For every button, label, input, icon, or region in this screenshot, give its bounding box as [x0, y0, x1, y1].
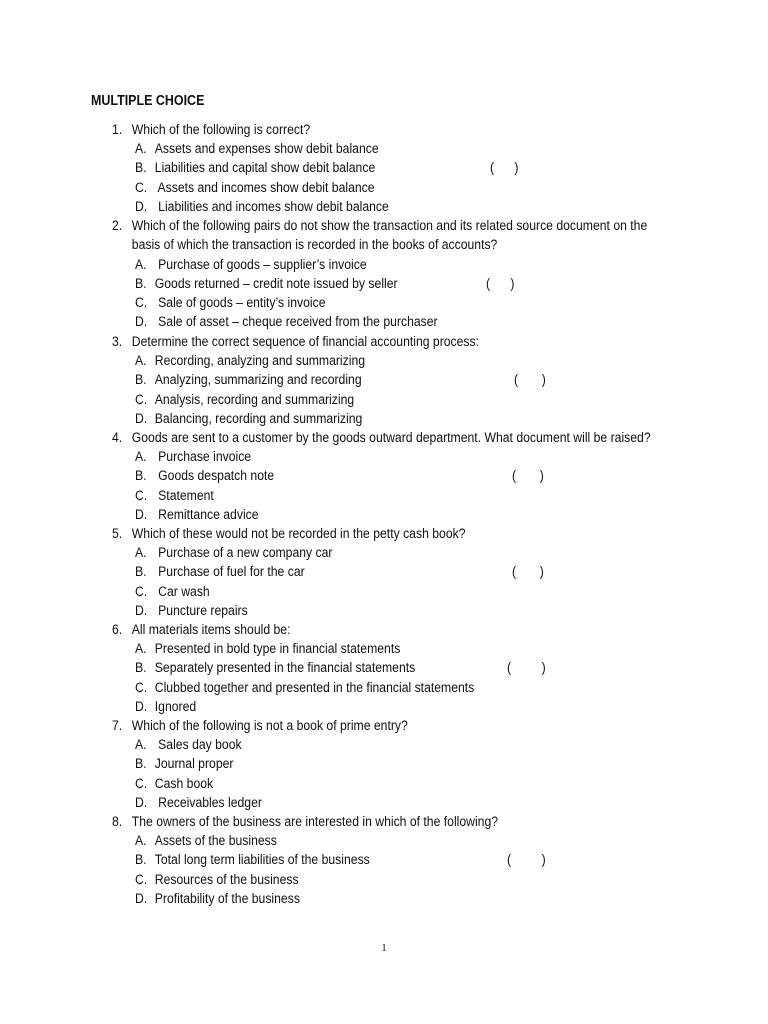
- option-text: Total long term liabilities of the business: [154, 852, 370, 869]
- option-d: [112, 410, 712, 429]
- option-text: Car wash: [154, 583, 210, 600]
- option-text: Ignored: [154, 698, 197, 715]
- question-stem-line: [112, 236, 628, 255]
- option-d: [112, 602, 712, 621]
- option-text: Recording, analyzing and summarizing: [154, 353, 366, 370]
- option-letter: C.: [135, 179, 148, 196]
- option-b: [112, 659, 712, 678]
- option-c: [112, 775, 712, 794]
- question-stem-line: [112, 429, 651, 448]
- option-d: [112, 794, 712, 813]
- option-a: [112, 736, 712, 755]
- option-a: [112, 448, 712, 467]
- question-number: 3.: [112, 334, 123, 350]
- option-letter: A.: [135, 833, 147, 850]
- option-text: Presented in bold type in financial statements: [154, 641, 401, 658]
- option-letter: B.: [135, 564, 147, 581]
- option-b: [112, 467, 712, 486]
- option-list: [112, 832, 712, 909]
- option-letter: B.: [135, 852, 147, 869]
- option-text: Goods returned – credit note issued by seller: [154, 275, 398, 292]
- question-4: [112, 429, 712, 525]
- answer-blank[interactable]: ( ): [490, 160, 519, 177]
- option-letter: C.: [135, 871, 148, 888]
- question-stem-line: [112, 525, 628, 544]
- question-8: [112, 813, 712, 909]
- option-a: [112, 140, 712, 159]
- option-letter: D.: [135, 890, 148, 907]
- option-d: [112, 698, 712, 717]
- question-text: Goods are sent to a customer by the goods outward department. What document will be raised?: [131, 430, 651, 446]
- option-letter: D.: [135, 506, 148, 523]
- section-heading: MULTIPLE CHOICE: [91, 93, 205, 109]
- option-a: [112, 832, 712, 851]
- option-text: Liabilities and capital show debit balance: [154, 160, 376, 177]
- option-b: [112, 563, 712, 582]
- option-letter: D.: [135, 602, 148, 619]
- option-text: Statement: [154, 487, 214, 504]
- option-d: [112, 198, 712, 217]
- option-c: [112, 294, 712, 313]
- option-text: Goods despatch note: [154, 468, 275, 485]
- option-a: [112, 256, 712, 275]
- option-b: [112, 851, 712, 870]
- option-letter: D.: [135, 198, 148, 215]
- question-number: 6.: [112, 622, 123, 638]
- question-number: 7.: [112, 718, 123, 734]
- option-text: Purchase of goods – supplier’s invoice: [154, 256, 367, 273]
- option-text: Balancing, recording and summarizing: [154, 410, 363, 427]
- option-text: Remittance advice: [154, 506, 259, 523]
- question-7: [112, 717, 712, 813]
- question-text: Which of the following pairs do not show the transaction and its related source document on the: [131, 218, 648, 234]
- option-text: Analysis, recording and summarizing: [154, 391, 355, 408]
- question-stem-line: [112, 621, 628, 640]
- option-c: [112, 679, 712, 698]
- question-2: [112, 217, 712, 332]
- question-stem-line: [112, 717, 628, 736]
- option-letter: A.: [135, 256, 147, 273]
- page-number: 1: [381, 942, 387, 954]
- option-a: [112, 352, 712, 371]
- answer-blank[interactable]: ( ): [514, 372, 546, 389]
- option-text: Separately presented in the financial statements: [154, 660, 416, 677]
- option-letter: D.: [135, 314, 148, 331]
- question-6: [112, 621, 712, 717]
- question-number: 8.: [112, 814, 123, 830]
- answer-blank[interactable]: ( ): [512, 564, 544, 581]
- option-text: Sale of goods – entity’s invoice: [154, 294, 326, 311]
- answer-blank[interactable]: ( ): [507, 852, 546, 869]
- question-stem-line: [112, 121, 628, 140]
- option-letter: B.: [135, 660, 147, 677]
- question-stem-line: [112, 217, 648, 236]
- option-c: [112, 487, 712, 506]
- option-list: [112, 640, 712, 717]
- option-d: [112, 890, 712, 909]
- question-number: 4.: [112, 430, 123, 446]
- option-text: Sales day book: [154, 737, 242, 754]
- option-letter: C.: [135, 583, 148, 600]
- option-c: [112, 583, 712, 602]
- option-b: [112, 371, 712, 390]
- option-letter: D.: [135, 794, 148, 811]
- question-stem-line: [112, 333, 628, 352]
- option-text: Liabilities and incomes show debit balance: [154, 198, 389, 215]
- option-letter: C.: [135, 294, 148, 311]
- answer-blank[interactable]: ( ): [507, 660, 546, 677]
- option-text: Profitability of the business: [154, 890, 300, 907]
- option-text: Clubbed together and presented in the financial statements: [154, 679, 475, 696]
- option-letter: D.: [135, 410, 148, 427]
- option-letter: B.: [135, 756, 147, 773]
- question-5: [112, 525, 712, 621]
- option-letter: C.: [135, 679, 148, 696]
- question-text: Determine the correct sequence of financial accounting process:: [131, 334, 480, 350]
- option-text: Puncture repairs: [154, 602, 248, 619]
- question-number: 2.: [112, 218, 123, 234]
- option-text: Assets and incomes show debit balance: [154, 179, 375, 196]
- option-b: [112, 275, 712, 294]
- option-c: [112, 179, 712, 198]
- option-letter: A.: [135, 545, 147, 562]
- option-letter: D.: [135, 698, 148, 715]
- option-letter: A.: [135, 141, 147, 158]
- answer-blank[interactable]: ( ): [486, 275, 515, 292]
- option-letter: A.: [135, 353, 147, 370]
- option-text: Resources of the business: [154, 871, 299, 888]
- question-number: 1.: [112, 122, 123, 138]
- option-letter: A.: [135, 737, 147, 754]
- option-list: [112, 736, 712, 813]
- option-a: [112, 640, 712, 659]
- option-list: [112, 448, 712, 525]
- option-d: [112, 313, 712, 332]
- option-letter: B.: [135, 372, 147, 389]
- option-text: Assets of the business: [154, 833, 277, 850]
- question-text: basis of which the transaction is recorded in the books of accounts?: [131, 237, 498, 254]
- option-letter: A.: [135, 449, 147, 466]
- option-text: Purchase of a new company car: [154, 545, 333, 562]
- option-d: [112, 506, 712, 525]
- option-text: Journal proper: [154, 756, 234, 773]
- option-letter: B.: [135, 160, 147, 177]
- question-text: Which of the following is not a book of prime entry?: [131, 718, 408, 734]
- option-list: [112, 352, 712, 429]
- option-c: [112, 391, 712, 410]
- option-letter: A.: [135, 641, 147, 658]
- option-b: [112, 755, 712, 774]
- option-letter: B.: [135, 468, 147, 485]
- question-3: [112, 333, 712, 429]
- option-text: Receivables ledger: [154, 794, 262, 811]
- option-list: [112, 140, 712, 217]
- option-a: [112, 544, 712, 563]
- question-number: 5.: [112, 526, 123, 542]
- option-text: Purchase invoice: [154, 449, 252, 466]
- option-text: Sale of asset – cheque received from the purchaser: [154, 314, 438, 331]
- option-list: [112, 544, 712, 621]
- option-text: Purchase of fuel for the car: [154, 564, 305, 581]
- answer-blank[interactable]: ( ): [512, 468, 544, 485]
- option-letter: C.: [135, 487, 148, 504]
- question-1: [112, 121, 712, 217]
- option-text: Assets and expenses show debit balance: [154, 141, 379, 158]
- option-letter: C.: [135, 775, 148, 792]
- question-text: Which of the following is correct?: [131, 122, 311, 138]
- option-b: [112, 159, 712, 178]
- option-text: Analyzing, summarizing and recording: [154, 372, 362, 389]
- option-c: [112, 871, 712, 890]
- question-text: Which of these would not be recorded in the petty cash book?: [131, 526, 466, 542]
- question-text: The owners of the business are interested in which of the following?: [131, 814, 499, 830]
- option-list: [112, 256, 712, 333]
- option-letter: B.: [135, 275, 147, 292]
- question-stem-line: [112, 813, 628, 832]
- option-letter: C.: [135, 391, 148, 408]
- question-text: All materials items should be:: [131, 622, 291, 638]
- option-text: Cash book: [154, 775, 214, 792]
